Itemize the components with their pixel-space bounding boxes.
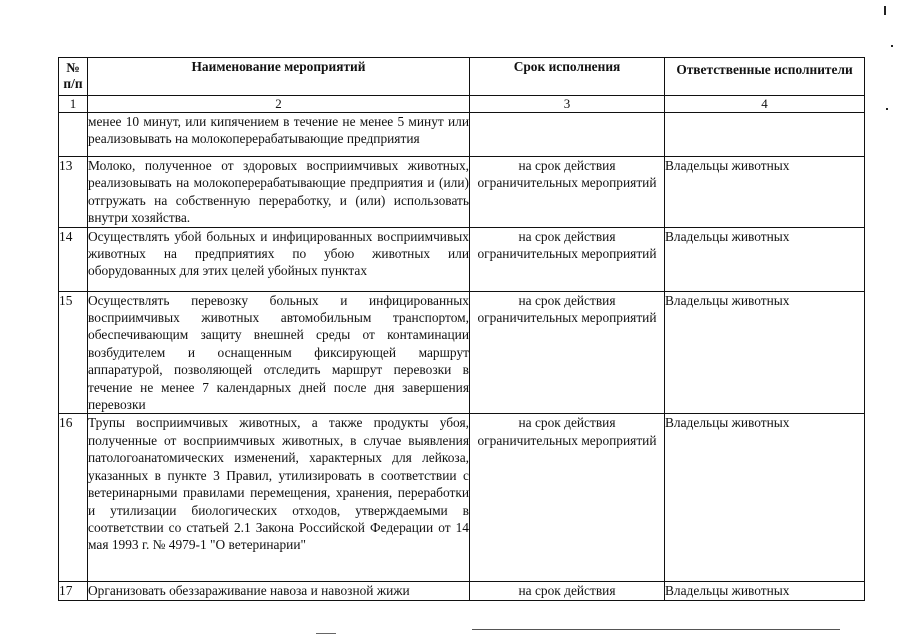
table-row <box>59 291 865 414</box>
measures-table <box>58 57 865 601</box>
row-measure: менее 10 минут, или кипячением в течение не менее 5 минут или реализовывать на молокоперерабатывающие предприятия <box>88 113 470 157</box>
row-responsible: Владельцы животных <box>665 291 865 414</box>
row-responsible: Владельцы животных <box>665 227 865 291</box>
row-number: 13 <box>59 157 88 228</box>
row-term <box>470 113 665 157</box>
row-responsible: Владельцы животных <box>665 582 865 601</box>
row-measure: Организовать обеззараживание навоза и навозной жижи <box>88 582 470 601</box>
scan-mark <box>316 633 336 634</box>
row-responsible: Владельцы животных <box>665 157 865 228</box>
row-measure: Молоко, полученное от здоровых восприимчивых животных, реализовывать на молокоперерабатывающие предприятия и (или) отгружать на собственную переработку, и (или) использовать внутри хозяйства. <box>88 158 469 226</box>
column-number: 1 <box>59 96 88 113</box>
scan-speck <box>891 45 893 47</box>
row-term: на срок действия ограничительных мероприятий <box>470 291 665 414</box>
header-measure-name: Наименование мероприятий <box>88 58 470 96</box>
header-term: Срок исполнения <box>470 58 665 96</box>
column-number-row <box>59 96 865 113</box>
row-responsible: Владельцы животных <box>665 414 865 582</box>
page-footer-line <box>472 629 840 630</box>
scan-mark <box>884 6 886 15</box>
table-row <box>59 414 865 582</box>
row-number: 16 <box>59 414 88 582</box>
table-row <box>59 227 865 291</box>
column-number: 2 <box>88 96 470 113</box>
row-responsible <box>665 113 865 157</box>
table-row <box>59 157 865 228</box>
column-number: 4 <box>665 96 865 113</box>
row-number <box>59 113 88 157</box>
header-number: № п/п <box>59 58 88 96</box>
row-measure: Трупы восприимчивых животных, а также продукты убоя, полученные от восприимчивых животных, в случае выявления патологоанатомических изменений, характерных для лейкоза, указанных в пункте 3 Правил, утилизировать в соответствии с ветеринарными правилами перемещения, хранения, переработки и утилизации биологических отходов, утверждаемыми в соответствии со статьей 2.1 Закона Российской Федерации от 14 мая 1993 г. № 4979-1 "О ветеринарии" <box>88 414 470 582</box>
row-term: на срок действия <box>470 582 665 601</box>
table-row <box>59 113 865 157</box>
table-header-row <box>59 58 865 96</box>
row-term: на срок действия ограничительных мероприятий <box>470 227 665 291</box>
column-number: 3 <box>470 96 665 113</box>
row-measure: Осуществлять убой больных и инфицированных восприимчивых животных на предприятиях по убою животных или оборудованных для этих целей убойных пунктах <box>88 227 470 291</box>
row-number: 15 <box>59 291 88 414</box>
row-number: 14 <box>59 227 88 291</box>
row-term: на срок действия ограничительных мероприятий <box>470 414 665 582</box>
row-measure: Осуществлять перевозку больных и инфицированных восприимчивых животных автомобильным транспортом, обеспечивающим защиту внешней среды от контаминации возбудителем и оснащенным фиксирующей маршрут аппаратурой, позволяющей отследить маршрут перевозки в течение не менее 7 календарных дней после дня завершения перевозки <box>88 292 469 413</box>
header-responsible: Ответственные исполнители <box>665 58 865 96</box>
row-term: на срок действия ограничительных мероприятий <box>470 157 665 228</box>
table-row <box>59 582 865 601</box>
row-number: 17 <box>59 582 88 601</box>
scan-speck <box>886 108 888 110</box>
